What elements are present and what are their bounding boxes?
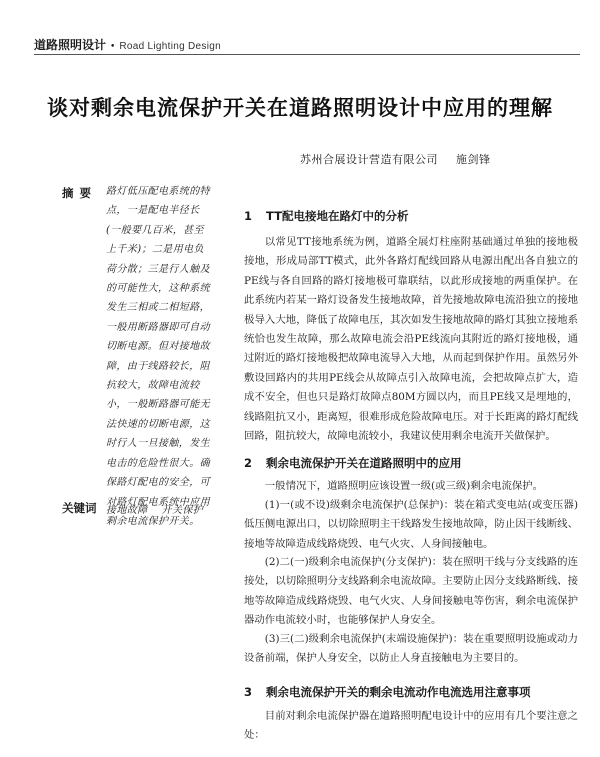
header-rule [34,54,580,55]
header-separator: • [110,42,116,52]
section-heading-3 [244,684,531,700]
abstract-text: 路灯低压配电系统的特点，一是配电半径长(一般要几百米，甚至上千米)；二是用电负荷分散；三是行人触及的可能性大，这种系统发生三相或二相短路，一般用断路器即可自动切断电源。但对接地故障，由于线路较长，阻抗较大，故障电流较小，一般断路器可能无法快速的切断电源，这时行人一旦接触，发生电击的危险性很大。确保路灯配电的安全，可对路灯配电系统中应用剩余电流保护开关。 [106,186,210,527]
section-title: TT配电接地在路灯中的分析 [266,209,409,223]
section-2-paragraph-4: (3)三(二)级剩余电流保护(末端设施保护)：装在重要照明设施或动力设备前端，保护人身安全，以防止人身直接触电为主要目的。 [244,633,578,665]
section-2-paragraph-2: (1)一(或不设)级剩余电流保护(总保护)：装在箱式变电站(或变压器)低压侧电源出口，以切除照明主干线路发生接地故障，防止因干线断线、接地等故障造成线路烧毁、电气火灾、人身间接触电。 [244,499,578,550]
section-2-paragraph-1: 一般情况下，道路照明应该设置一级(或三级)剩余电流保护。 [264,480,544,492]
abstract-label: 摘要 [62,186,97,200]
keywords-list [106,501,217,516]
section-number: 2 [244,456,253,470]
section-heading-1 [244,208,408,224]
keyword-item: 开关保护 [161,505,204,516]
byline [300,151,491,167]
keywords-label: 关键词 [62,501,97,515]
affiliation: 苏州合展设计营造有限公司 [300,153,438,166]
section-3-paragraph-1: 目前对剩余电流保护器在道路照明配电设计中的应用有几个要注意之处： [244,710,578,742]
keyword-item: 接地故障 [106,505,148,516]
section-number: 1 [244,209,253,223]
author: 施剑锋 [456,153,491,166]
section-heading-2 [244,455,462,471]
section-title: 剩余电流保护开关的剩余电流动作电流选用注意事项 [266,685,531,699]
section-1-paragraph-1: 以常见TT接地系统为例，道路全展灯柱座附基础通过单独的接地极接地，形成局部TT模式，此外各路灯配线回路从电源出配出各自独立的PE线与各自回路的路灯接地极可靠联结，以此形成接地的两重保护。在此系统内若某一路灯设备发生接地故障，首先接地故障电流沿独立的接地极导入大地，降低了故障电压，其次如发生接地故障的路灯其独立接地系统恰也发生故障，那么故障电流会沿PE线流向其附近的路灯接地极，通过附近的路灯接地极把故障电流导入大地，从而起到保护作用。虽然另外敷设回路内的共用PE线会从故障点引入故障电流，会把故障点扩大，造成不安全，但也只是路灯故障点80M方圆以内，而且PE线又是埋地的，线路阻抗又小，距离短，很难形成危险故障电压。对于长距离的路灯配线回路，阻抗较大，故障电流较小，我建议使用剩余电流开关做保护。 [244,236,578,443]
section-2-paragraph-3: (2)二(一)级剩余电流保护(分支保护)：装在照明干线与分支线路的连接处，以切除照明分支线路剩余电流故障。主要防止因分支线路断线、接地等故障造成线路烧毁、电气火灾、人身间接触电等伤害，剩余电流保护器动作电流较小时，也能够保护人身安全。 [244,556,578,627]
journal-name-cn: 道路照明设计 [34,38,107,52]
journal-header [34,36,221,53]
section-title: 剩余电流保护开关在道路照明中的应用 [266,456,462,470]
paper-title: 谈对剩余电流保护开关在道路照明设计中应用的理解 [47,96,553,120]
section-number: 3 [244,685,253,699]
journal-name-en: Road Lighting Design [119,41,221,52]
